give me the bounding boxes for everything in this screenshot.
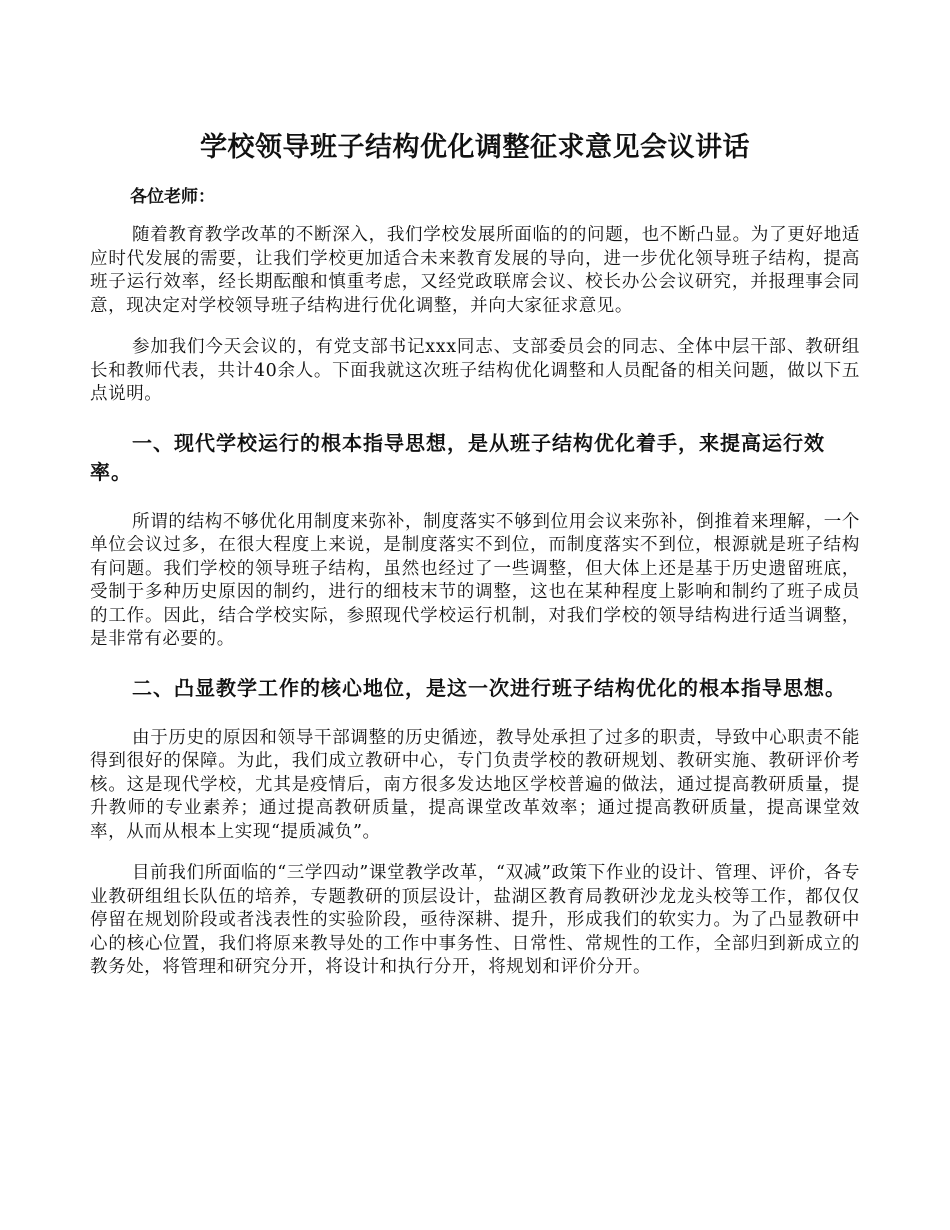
section-heading-2: 二、凸显教学工作的核心地位，是这一次进行班子结构优化的根本指导思想。 bbox=[132, 675, 846, 700]
paragraph-4: 由于历史的原因和领导干部调整的历史循迹，教导处承担了过多的职责，导致中心职责不能得到很好的保障。为此，我们成立教研中心，专门负责学校的教研规划、教研实施、教研评价考核。这是现代学校，尤其是疫情后，南方很多发达地区学校普遍的做法，通过提高教研质量，提升教师的专业素养；通过提高教研质量，提高课堂改革效率；通过提高教研质量，提高课堂效率，从而从根本上实现“提质减负”。 bbox=[90, 727, 860, 842]
paragraph-1: 随着教育教学改革的不断深入，我们学校发展所面临的的问题，也不断凸显。为了更好地适应时代发展的需要，让我们学校更加适合未来教育发展的导向，进一步优化领导班子结构，提高班子运行效率，经长期酝酿和慎重考虑，又经党政联席会议、校长办公会议研究，并报理事会同意，现决定对学校领导班子结构进行优化调整，并向大家征求意见。 bbox=[90, 225, 860, 316]
salutation: 各位老师： bbox=[130, 187, 215, 207]
document-page bbox=[90, 128, 860, 980]
paragraph-3: 所谓的结构不够优化用制度来弥补，制度落实不够到位用会议来弥补，倒推着来理解，一个单位会议过多，在很大程度上来说，是制度落实不到位，而制度落实不到位，根源就是班子结构有问题。我们学校的领导班子结构，虽然也经过了一些调整，但大体上还是基于历史遗留班底，受制于多种历史原因的制约，进行的细枝末节的调整，这也在某种程度上影响和制约了班子成员的工作。因此，结合学校实际，参照现代学校运行机制，对我们学校的领导结构进行适当调整，是非常有必要的。 bbox=[90, 511, 860, 649]
paragraph-5: 目前我们所面临的“三学四动”课堂教学改革，“双减”政策下作业的设计、管理、评价，各专业教研组组长队伍的培养，专题教研的顶层设计，盐湖区教育局教研沙龙龙头校等工作，都仅仅停留在规划阶段或者浅表性的实验阶段，亟待深耕、提升，形成我们的软实力。为了凸显教研中心的核心位置，我们将原来教导处的工作中事务性、日常性、常规性的工作，全部归到新成立的教务处，将管理和研究分开，将设计和执行分开，将规划和评价分开。 bbox=[90, 863, 860, 977]
paragraph-2: 参加我们今天会议的，有党支部书记xxx同志、支部委员会的同志、全体中层干部、教研组长和教师代表，共计40余人。下面我就这次班子结构优化调整和人员配备的相关问题，做以下五点说明。 bbox=[90, 337, 860, 404]
section-heading-1: 一、现代学校运行的根本指导思想，是从班子结构优化着手，来提高运行效率。 bbox=[90, 430, 825, 484]
document-title: 学校领导班子结构优化调整征求意见会议讲话 bbox=[200, 132, 750, 163]
